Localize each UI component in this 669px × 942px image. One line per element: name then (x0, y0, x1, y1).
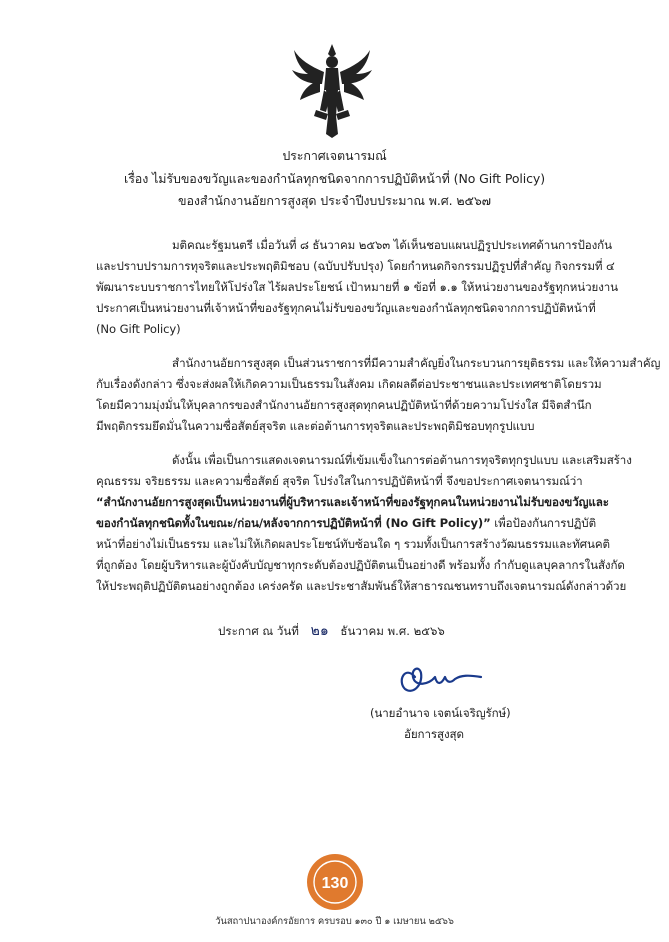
para3-line: ให้ประพฤติปฏิบัติตนอย่างถูกต้อง เคร่งครัด และประชาสัมพันธ์ให้สาธารณชนทราบถึงเจตนารมณ์ดังกล่าวด้วย (96, 579, 627, 593)
para1-line: มติคณะรัฐมนตรี เมื่อวันที่ ๘ ธันวาคม ๒๕๖๓ ได้เห็นชอบแผนปฏิรูปประเทศด้านการป้องกัน (172, 238, 612, 252)
footer-text: วันสถาปนาองค์กรอัยการ ครบรอบ ๑๓๐ ปี ๑ เมษายน ๒๕๖๖ (215, 916, 454, 927)
garuda-emblem-icon (290, 40, 375, 140)
date-line (218, 620, 445, 642)
para2-line: โดยมีความมุ่งมั่นให้บุคลากรของสำนักงานอัยการสูงสุดทุกคนปฏิบัติหน้าที่ด้วยความโปร่งใส มีจิตสำนึก (96, 398, 592, 412)
svg-text:130: 130 (321, 875, 349, 892)
announcement-title: ประกาศเจตนารมณ์ (282, 148, 387, 163)
signer-name: (นายอำนาจ เจตน์เจริญรักษ์) (370, 706, 511, 720)
para3-bold-line: “สำนักงานอัยการสูงสุดเป็นหน่วยงานที่ผู้บริหารและเจ้าหน้าที่ของรัฐทุกคนในหน่วยงานไม่รับของขวัญและ (96, 495, 609, 509)
para1-line: และปราบปรามการทุจริตและประพฤติมิชอบ (ฉบับปรับปรุง) โดยกำหนดกิจกรรมปฏิรูปที่สำคัญ กิจกรรมที่ ๔ (96, 259, 615, 273)
date-month-year: ธันวาคม พ.ศ. ๒๕๖๖ (340, 624, 445, 638)
para3-bold-segment: ของกำนัลทุกชนิดทั้งในขณะ/ก่อน/หลังจากการปฏิบัติหน้าที่ (No Gift Policy)” (96, 516, 491, 530)
date-day: ๒๑ (310, 623, 329, 639)
para3-line: ดังนั้น เพื่อเป็นการแสดงเจตนารมณ์ที่เข้มแข็งในการต่อต้านการทุจริตทุกรูปแบบ และเสริมสร้าง (172, 453, 632, 467)
para3-mixed-line (96, 515, 596, 531)
para1-line: (No Gift Policy) (96, 322, 181, 336)
signature-icon (395, 655, 485, 700)
para2-line: กับเรื่องดังกล่าว ซึ่งจะส่งผลให้เกิดความเป็นธรรมในสังคม เกิดผลดีต่อประชาชนและประเทศชาติโดยรวม (96, 377, 602, 391)
para3-line: คุณธรรม จริยธรรม และความซื่อสัตย์ สุจริต โปร่งใสในการปฏิบัติหน้าที่ จึงขอประกาศเจตนารมณ์ว่า (96, 474, 583, 488)
date-prefix: ประกาศ ณ วันที่ (218, 624, 299, 638)
para1-line: ประกาศเป็นหน่วยงานที่เจ้าหน้าที่ของรัฐทุกคนไม่รับของขวัญและของกำนัลทุกชนิดจากการปฏิบัติหน้าที่ (96, 301, 596, 315)
para1-line: พัฒนาระบบราชการไทยให้โปร่งใส ไร้ผลประโยชน์ เป้าหมายที่ ๑ ข้อที่ ๑.๑ ให้หน่วยงานของรัฐทุกหน่วยงาน (96, 280, 618, 294)
para3-normal-segment: เพื่อป้องกันการปฏิบัติ (490, 516, 596, 530)
anniversary-logo-icon (305, 852, 365, 912)
signer-position: อัยการสูงสุด (404, 727, 464, 741)
agency-line: ของสำนักงานอัยการสูงสุด ประจำปีงบประมาณ พ.ศ. ๒๕๖๗ (178, 193, 491, 208)
para3-line: หน้าที่อย่างไม่เป็นธรรม และไม่ให้เกิดผลประโยชน์ทับซ้อนใด ๆ รวมทั้งเป็นการสร้างวัฒนธรรมและทัศนคติ (96, 537, 610, 551)
para2-line: มีพฤติกรรมยึดมั่นในความซื่อสัตย์สุจริต และต่อต้านการทุจริตและประพฤติมิชอบทุกรูปแบบ (96, 419, 535, 433)
subject-line: เรื่อง ไม่รับของขวัญและของกำนัลทุกชนิดจากการปฏิบัติหน้าที่ (No Gift Policy) (124, 171, 545, 186)
para3-line: ที่ถูกต้อง โดยผู้บริหารและผู้บังคับบัญชาทุกระดับต้องปฏิบัติตนเป็นอย่างดี พร้อมทั้ง กำกับดูแลบุคลากรในสังกัด (96, 558, 625, 572)
para2-line: สำนักงานอัยการสูงสุด เป็นส่วนราชการที่มีความสำคัญยิ่งในกระบวนการยุติธรรม และให้ความสำคัญ (172, 356, 661, 370)
